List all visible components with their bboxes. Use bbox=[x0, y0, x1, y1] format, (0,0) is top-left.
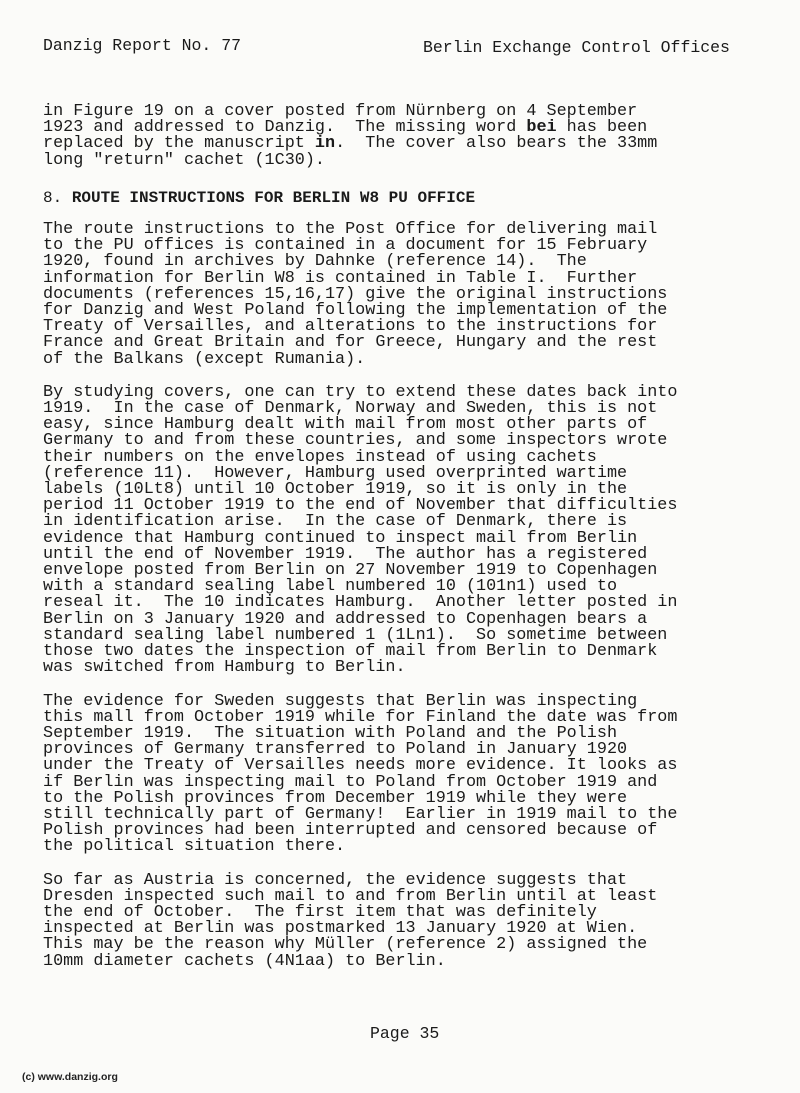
text-line: Treaty of Versailles, and alterations to the instructions for bbox=[43, 317, 658, 337]
text-line: for Danzig and West Poland following the implementation of the bbox=[43, 301, 668, 321]
text-line: long "return" cachet (1C30). bbox=[43, 150, 325, 170]
text-line: their numbers on the envelopes instead of using cachets bbox=[43, 447, 597, 467]
running-header-left: Danzig Report No. 77 bbox=[43, 36, 242, 55]
text-line: 1919. In the case of Denmark, Norway and Sweden, this is not bbox=[43, 399, 658, 419]
text-line: The route instructions to the Post Office for delivering mail bbox=[43, 220, 658, 240]
text-line: 1920, found in archives by Dahnke (reference 14). The bbox=[43, 252, 587, 272]
text-span: has been bbox=[556, 118, 648, 138]
section-heading bbox=[43, 190, 743, 206]
text-line: this mall from October 1919 while for Finland the date was from bbox=[43, 707, 678, 727]
text-line: in Figure 19 on a cover posted from Nürnberg on 4 September bbox=[43, 102, 638, 121]
text-line: period 11 October 1919 to the end of November that difficulties bbox=[43, 496, 678, 516]
text-line: under the Treaty of Versailles needs more evidence. It looks as bbox=[43, 756, 678, 776]
text-line: So far as Austria is concerned, the evidence suggests that bbox=[43, 870, 628, 890]
text-line: labels (10Lt8) until 10 October 1919, so it is only in the bbox=[43, 480, 628, 500]
text-line: September 1919. The situation with Poland and the Polish bbox=[43, 723, 618, 743]
text-line: 10mm diameter cachets (4N1aa) to Berlin. bbox=[43, 951, 446, 971]
text-line: to the Polish provinces from December 1919 while they were bbox=[43, 788, 628, 808]
text-line: The evidence for Sweden suggests that Berlin was inspecting bbox=[43, 691, 638, 711]
text-line: provinces of Germany transferred to Poland in January 1920 bbox=[43, 740, 628, 760]
text-line: Berlin on 3 January 1920 and addressed to Copenhagen bears a bbox=[43, 609, 648, 629]
text-line: Polish provinces had been interrupted and censored because of bbox=[43, 821, 658, 841]
text-span: replaced by the manuscript bbox=[43, 134, 315, 154]
text-line: (reference 11). However, Hamburg used overprinted wartime bbox=[43, 463, 628, 483]
running-header-right: Berlin Exchange Control Offices bbox=[423, 38, 730, 57]
text-line: France and Great Britain and for Greece, Hungary and the rest bbox=[43, 333, 658, 353]
section-title: ROUTE INSTRUCTIONS FOR BERLIN W8 PU OFFICE bbox=[71, 188, 476, 207]
text-line: By studying covers, one can try to extend these dates back into bbox=[43, 382, 678, 402]
text-span: 1923 and addressed to Danzig. The missing word bbox=[43, 118, 527, 138]
paragraph-studying-covers bbox=[43, 382, 743, 678]
text-line: was switched from Hamburg to Berlin. bbox=[43, 658, 406, 678]
text-line: envelope posted from Berlin on 27 November 1919 to Copenhagen bbox=[43, 561, 658, 581]
bold-word: bei bbox=[526, 118, 557, 138]
text-line: information for Berlin W8 is contained in Table I. Further bbox=[43, 268, 638, 288]
copyright-notice: (c) www.danzig.org bbox=[22, 1071, 118, 1083]
text-line: of the Balkans (except Rumania). bbox=[43, 349, 366, 369]
paragraph-route-instructions bbox=[43, 222, 743, 368]
text-line: until the end of November 1919. The author has a registered bbox=[43, 544, 648, 564]
paragraph-continuation bbox=[43, 104, 743, 169]
text-line: Germany to and from these countries, and some inspectors wrote bbox=[43, 431, 668, 451]
text-line: those two dates the inspection of mail from Berlin to Denmark bbox=[43, 642, 658, 662]
paragraph-austria bbox=[43, 870, 743, 971]
text-line: if Berlin was inspecting mail to Poland from October 1919 and bbox=[43, 772, 658, 792]
text-span: . The cover also bears the 33mm bbox=[335, 134, 658, 154]
text-line: with a standard sealing label numbered 10 (101n1) used to bbox=[43, 577, 618, 597]
page-number: Page 35 bbox=[370, 1024, 440, 1043]
text-line: easy, since Hamburg dealt with mail from most other parts of bbox=[43, 415, 648, 435]
text-line: Dresden inspected such mail to and from Berlin until at least bbox=[43, 886, 658, 906]
text-line: still technically part of Germany! Earlier in 1919 mail to the bbox=[43, 804, 678, 824]
text-line: This may be the reason why Müller (reference 2) assigned the bbox=[43, 935, 648, 955]
text-line: to the PU offices is contained in a document for 15 February bbox=[43, 236, 648, 256]
text-line: inspected at Berlin was postmarked 13 January 1920 at Wien. bbox=[43, 919, 638, 939]
text-line: evidence that Hamburg continued to inspect mail from Berlin bbox=[43, 528, 638, 548]
text-line: in identification arise. In the case of Denmark, there is bbox=[43, 512, 628, 532]
bold-word: in bbox=[314, 134, 336, 154]
text-line: reseal it. The 10 indicates Hamburg. Another letter posted in bbox=[43, 593, 678, 613]
section-number: 8. bbox=[43, 188, 72, 207]
paragraph-sweden-poland bbox=[43, 691, 743, 857]
document-body bbox=[43, 104, 743, 970]
text-line: the political situation there. bbox=[43, 837, 346, 857]
text-line: standard sealing label numbered 1 (1Ln1). So sometime between bbox=[43, 625, 668, 645]
text-line: documents (references 15,16,17) give the original instructions bbox=[43, 284, 668, 304]
text-line: the end of October. The first item that was definitely bbox=[43, 902, 597, 922]
